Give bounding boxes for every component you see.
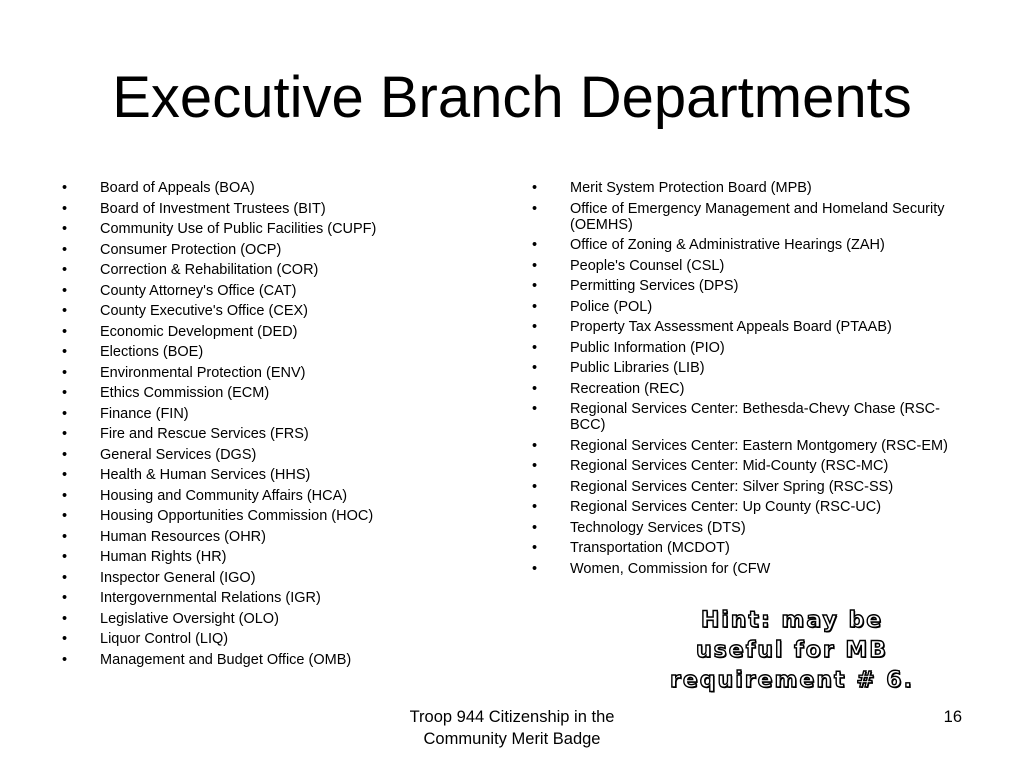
- list-item: • County Executive's Office (CEX): [62, 303, 482, 319]
- list-item: • Liquor Control (LIQ): [62, 631, 482, 647]
- page-number: 16: [943, 708, 962, 726]
- list-item: • Transportation (MCDOT): [532, 540, 962, 556]
- list-item: • Women, Commission for (CFW: [532, 561, 962, 577]
- list-item: • People's Counsel (CSL): [532, 258, 962, 274]
- hint-line: requirement # 6.: [670, 668, 914, 693]
- footer-line: Community Merit Badge: [423, 730, 601, 748]
- list-item: • Merit System Protection Board (MPB): [532, 180, 962, 196]
- list-item: • General Services (DGS): [62, 447, 482, 463]
- list-item: • Health & Human Services (HHS): [62, 467, 482, 483]
- list-item: • Recreation (REC): [532, 381, 962, 397]
- list-item: • Office of Zoning & Administrative Hearings (ZAH): [532, 237, 962, 253]
- list-item: • Human Rights (HR): [62, 549, 482, 565]
- list-item: • Regional Services Center: Bethesda-Chevy Chase (RSC-BCC): [532, 401, 962, 433]
- list-item: • Housing Opportunities Commission (HOC): [62, 508, 482, 524]
- list-item: • Public Information (PIO): [532, 340, 962, 356]
- footer-line: Troop 944 Citizenship in the: [409, 708, 615, 726]
- hint-callout: [622, 606, 962, 696]
- hint-line: useful for MB: [696, 638, 888, 663]
- list-item: • Intergovernmental Relations (IGR): [62, 590, 482, 606]
- department-list-left: [62, 180, 482, 672]
- footer-caption: [362, 706, 662, 750]
- list-item: • Finance (FIN): [62, 406, 482, 422]
- list-item: • Housing and Community Affairs (HCA): [62, 488, 482, 504]
- list-item: • Community Use of Public Facilities (CUPF): [62, 221, 482, 237]
- list-item: • Public Libraries (LIB): [532, 360, 962, 376]
- list-item: • Legislative Oversight (OLO): [62, 611, 482, 627]
- list-item: • Property Tax Assessment Appeals Board (PTAAB): [532, 319, 962, 335]
- list-item: • Ethics Commission (ECM): [62, 385, 482, 401]
- list-item: • Economic Development (DED): [62, 324, 482, 340]
- list-item: • Regional Services Center: Eastern Montgomery (RSC-EM): [532, 438, 962, 454]
- list-item: • Police (POL): [532, 299, 962, 315]
- list-item: • Office of Emergency Management and Homeland Security (OEMHS): [532, 201, 962, 233]
- list-item: • Permitting Services (DPS): [532, 278, 962, 294]
- list-item: • Regional Services Center: Up County (RSC-UC): [532, 499, 962, 515]
- list-item: • Fire and Rescue Services (FRS): [62, 426, 482, 442]
- list-item: • Technology Services (DTS): [532, 520, 962, 536]
- list-item: • Elections (BOE): [62, 344, 482, 360]
- list-item: • Board of Investment Trustees (BIT): [62, 201, 482, 217]
- list-item: • Regional Services Center: Silver Spring (RSC-SS): [532, 479, 962, 495]
- list-item: • Board of Appeals (BOA): [62, 180, 482, 196]
- list-item: • Regional Services Center: Mid-County (RSC-MC): [532, 458, 962, 474]
- list-item: • Correction & Rehabilitation (COR): [62, 262, 482, 278]
- department-list-right: [532, 180, 962, 581]
- list-item: • Human Resources (OHR): [62, 529, 482, 545]
- list-item: • County Attorney's Office (CAT): [62, 283, 482, 299]
- list-item: • Consumer Protection (OCP): [62, 242, 482, 258]
- list-item: • Management and Budget Office (OMB): [62, 652, 482, 668]
- list-item: • Environmental Protection (ENV): [62, 365, 482, 381]
- list-item: • Inspector General (IGO): [62, 570, 482, 586]
- slide-title: Executive Branch Departments: [112, 65, 912, 130]
- hint-line: Hint: may be: [700, 608, 884, 633]
